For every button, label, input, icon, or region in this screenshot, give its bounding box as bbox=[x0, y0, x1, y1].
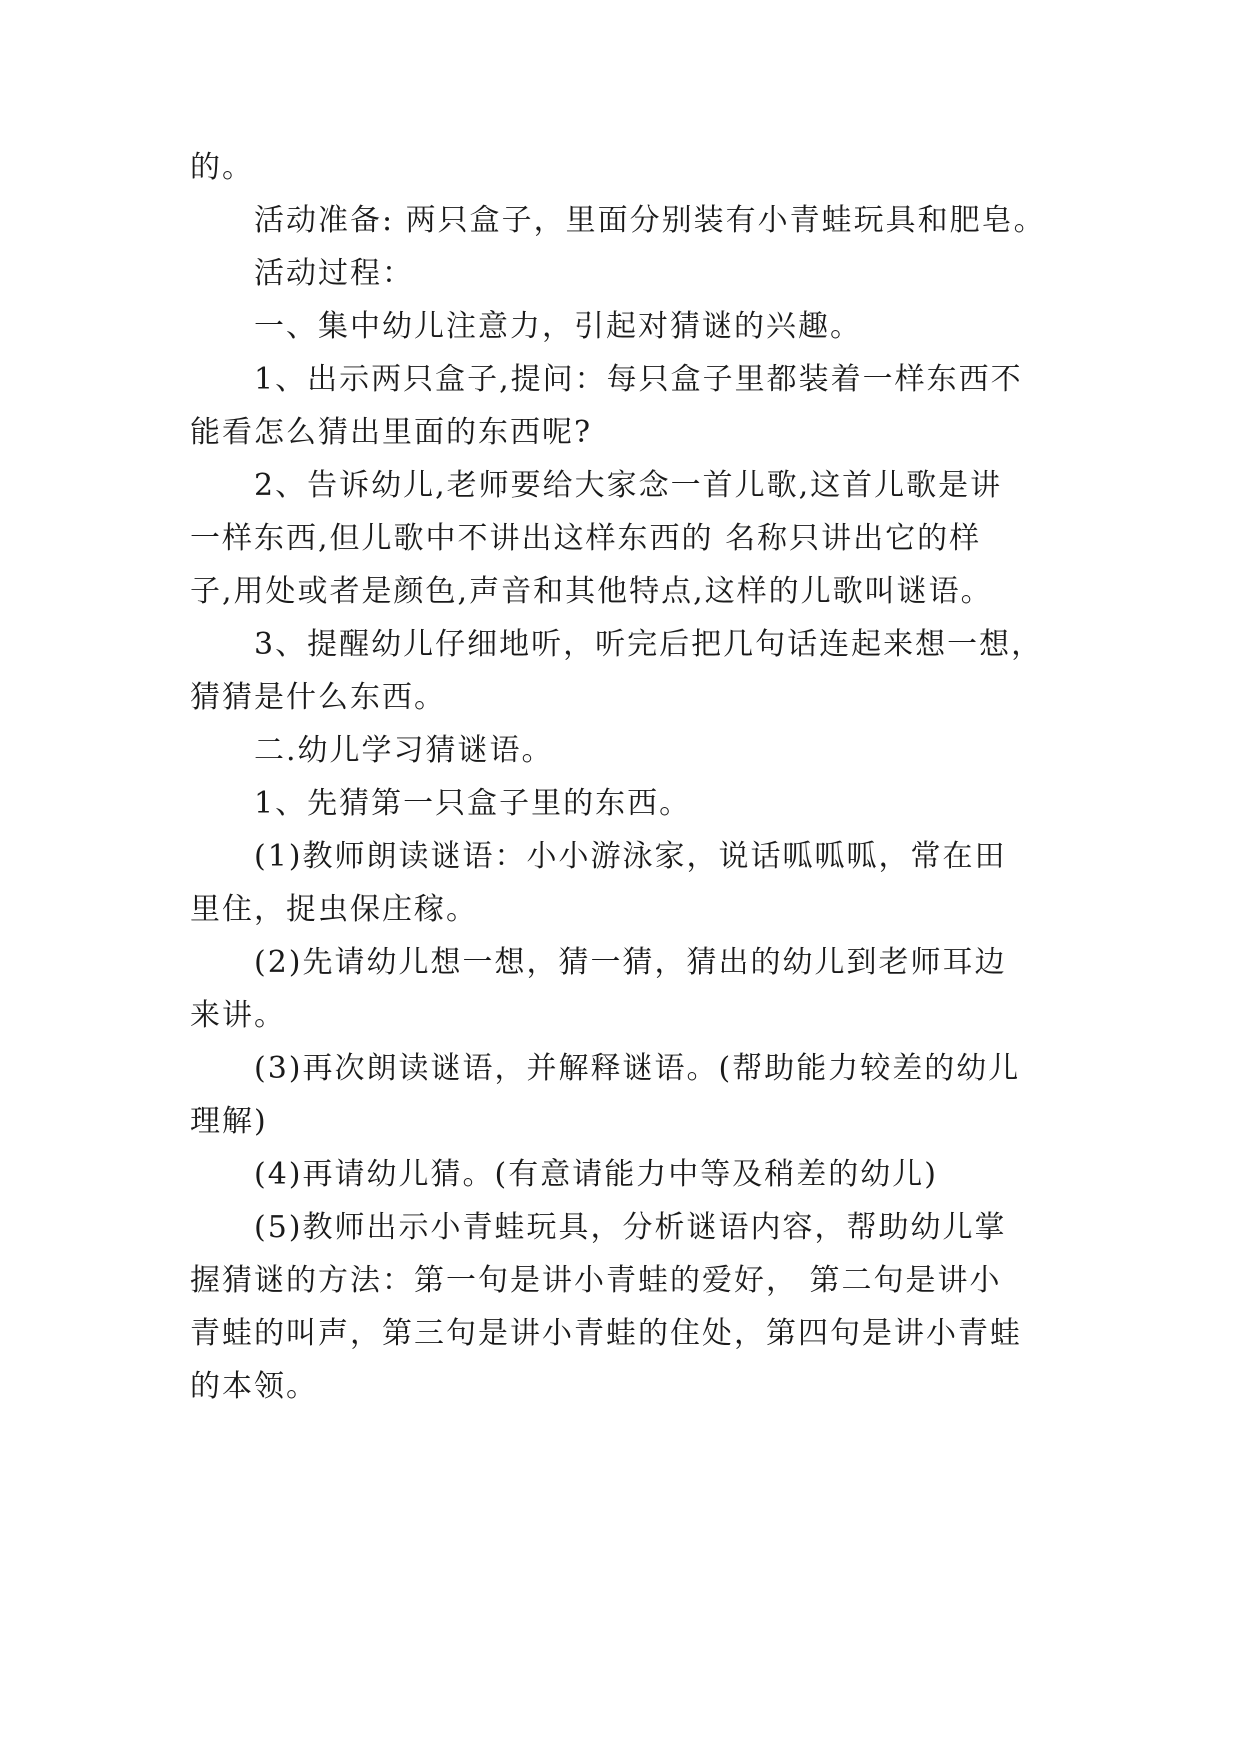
text-line: 青蛙的叫声，第三句是讲小青蛙的住处，第四句是讲小青蛙 bbox=[190, 1316, 1022, 1351]
text-line: 猜猜是什么东西。 bbox=[190, 680, 446, 715]
text-line: 的本领。 bbox=[190, 1369, 318, 1404]
text-line: 1、出示两只盒子,提问：每只盒子里都装着一样东西不 bbox=[254, 362, 1023, 397]
text-line: 一、集中幼儿注意力，引起对猜谜的兴趣。 bbox=[254, 309, 862, 344]
text-line: 活动准备: 两只盒子，里面分别装有小青蛙玩具和肥皂。 bbox=[254, 203, 1046, 238]
text-line: 一样东西,但儿歌中不讲出这样东西的 名称只讲出它的样 bbox=[190, 521, 982, 556]
text-line: 二.幼儿学习猜谜语。 bbox=[254, 733, 554, 768]
text-line: 来讲。 bbox=[190, 998, 286, 1033]
text-line: (1)教师朗读谜语：小小游泳家，说话呱呱呱，常在田 bbox=[254, 839, 1007, 874]
text-line: (4)再请幼儿猜。(有意请能力中等及稍差的幼儿) bbox=[254, 1157, 938, 1192]
text-line: 能看怎么猜出里面的东西呢? bbox=[190, 415, 593, 450]
text-line: (2)先请幼儿想一想，猜一猜，猜出的幼儿到老师耳边 bbox=[254, 945, 1007, 980]
text-line: 活动过程： bbox=[254, 256, 414, 291]
text-line: (3)再次朗读谜语，并解释谜语。(帮助能力较差的幼儿 bbox=[254, 1051, 1021, 1086]
text-line: (5)教师出示小青蛙玩具，分析谜语内容，帮助幼儿掌 bbox=[254, 1210, 1007, 1245]
text-line: 子,用处或者是颜色,声音和其他特点,这样的儿歌叫谜语。 bbox=[190, 574, 993, 609]
text-line: 2、告诉幼儿,老师要给大家念一首儿歌,这首儿歌是讲 bbox=[254, 468, 1003, 503]
text-line: 里住，捉虫保庄稼。 bbox=[190, 892, 478, 927]
text-line: 1、先猜第一只盒子里的东西。 bbox=[254, 786, 692, 821]
text-line: 理解) bbox=[190, 1104, 268, 1139]
text-line: 3、提醒幼儿仔细地听，听完后把几句话连起来想一想， bbox=[254, 627, 1044, 662]
text-line: 的。 bbox=[190, 150, 254, 185]
text-line: 握猜谜的方法：第一句是讲小青蛙的爱好， 第二句是讲小 bbox=[190, 1263, 1002, 1298]
